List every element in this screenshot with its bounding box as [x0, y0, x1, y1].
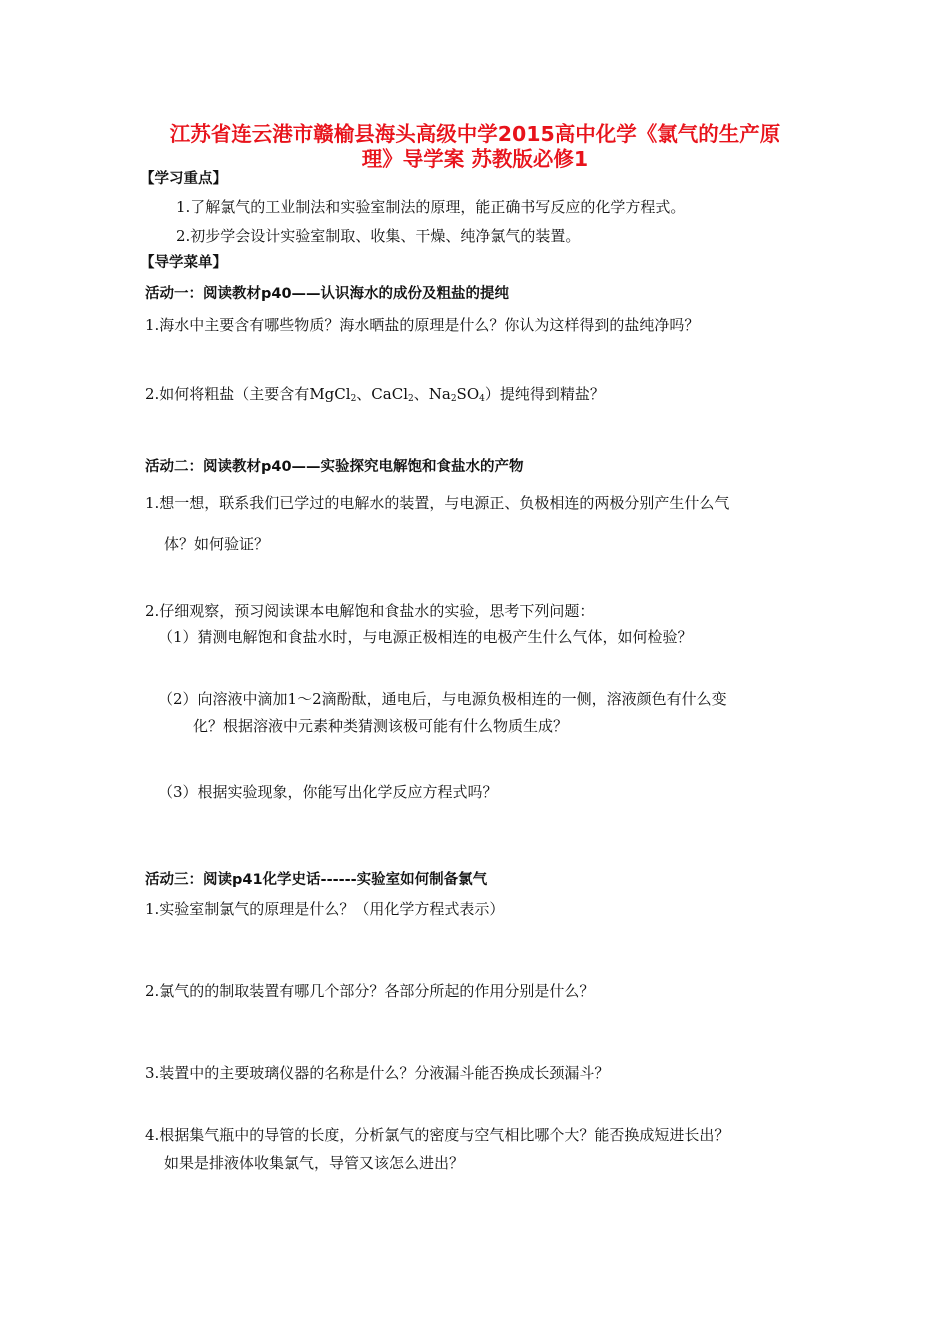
focus-item-1: 1.了解氯气的工业制法和实验室制法的原理，能正确书写反应的化学方程式。 [176, 198, 686, 216]
activity-3-question-4-line-1: 4.根据集气瓶中的导管的长度，分析氯气的密度与空气相比哪个大？能否换成短进长出？ [145, 1126, 730, 1144]
activity-2-question-1-line-1: 1.想一想，联系我们已学过的电解水的装置，与电源正、负极相连的两极分别产生什么气 [145, 494, 730, 512]
activity-2-subquestion-3: （3）根据实验现象，你能写出化学反应方程式吗？ [158, 783, 498, 801]
activity-3-question-4-line-2: 如果是排液体收集氯气，导管又该怎么进出？ [164, 1154, 465, 1172]
activity-2-subquestion-1: （1）猜测电解饱和食盐水时，与电源正极相连的电极产生什么气体，如何检验？ [158, 628, 693, 646]
activity-1-question-2: 2.如何将粗盐（主要含有MgCl$_2$、CaCl$_2$、$Na_2SO_4$）提纯得到精盐？ [145, 385, 605, 404]
activity-3-question-1: 1.实验室制氯气的原理是什么？（用化学方程式表示） [145, 900, 505, 918]
activity-3-heading: 活动三：阅读p41化学史话------实验室如何制备氯气 [145, 872, 488, 888]
activity-1-heading: 活动一：阅读教材p40——认识海水的成份及粗盐的提纯 [145, 286, 510, 302]
activity-1-question-1: 1.海水中主要含有哪些物质？海水晒盐的原理是什么？你认为这样得到的盐纯净吗？ [145, 316, 700, 334]
activity-3-question-3: 3.装置中的主要玻璃仪器的名称是什么？分液漏斗能否换成长颈漏斗？ [145, 1064, 610, 1082]
activity-2-subquestion-2-line-1: （2）向溶液中滴加1～2滴酚酞，通电后，与电源负极相连的一侧，溶液颜色有什么变 [158, 690, 727, 708]
title-line-1: 江苏省连云港市赣榆县海头高级中学2015高中化学《氯气的生产原 [169, 122, 781, 146]
activity-2-subquestion-2-line-2: 化？根据溶液中元素种类猜测该极可能有什么物质生成？ [193, 717, 569, 735]
menu-heading: 【导学菜单】 [140, 255, 227, 271]
activity-3-question-2: 2.氯气的的制取装置有哪几个部分？各部分所起的作用分别是什么？ [145, 982, 595, 1000]
title-line-2: 理》导学案 苏教版必修1 [361, 147, 589, 171]
activity-2-question-1-line-2: 体？如何验证？ [164, 535, 270, 553]
focus-heading: 【学习重点】 [140, 171, 227, 187]
focus-item-2: 2.初步学会设计实验室制取、收集、干燥、纯净氯气的装置。 [176, 227, 581, 245]
activity-2-question-2: 2.仔细观察，预习阅读课本电解饱和食盐水的实验，思考下列问题： [145, 602, 595, 620]
activity-2-heading: 活动二：阅读教材p40——实验探究电解饱和食盐水的产物 [145, 459, 524, 475]
